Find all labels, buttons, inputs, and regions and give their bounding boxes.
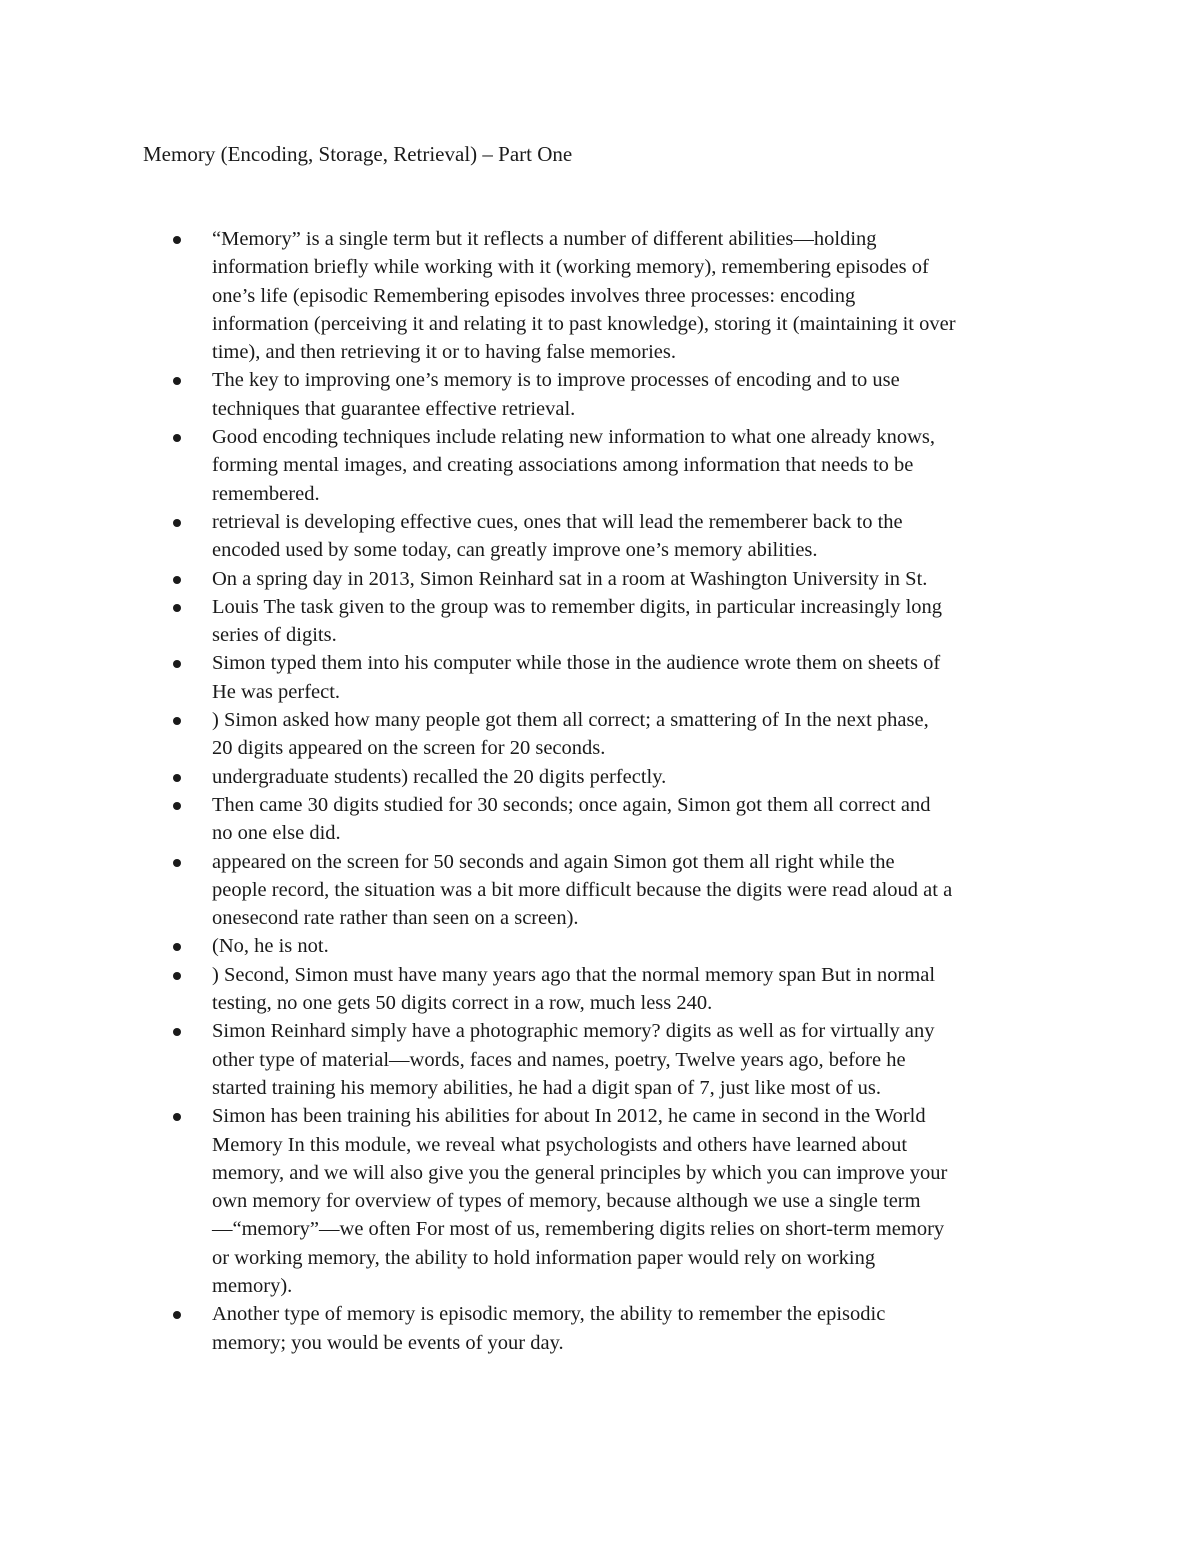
list-item: [170, 366, 1070, 423]
list-item-text-line: ) Second, Simon must have many years ago that the normal memory span But in normal: [212, 963, 936, 986]
list-item-text-line: Another type of memory is episodic memory, the ability to remember the episodic: [212, 1303, 886, 1326]
list-item-text-line: Then came 30 digits studied for 30 seconds; once again, Simon got them all correct and: [212, 793, 931, 816]
document-title: Memory (Encoding, Storage, Retrieval) – Part One: [143, 142, 573, 166]
list-item: [170, 1102, 1070, 1300]
list-item-text-line: started training his memory abilities, he had a digit span of 7, just like most of us.: [212, 1076, 881, 1099]
list-item-text-line: undergraduate students) recalled the 20 digits perfectly.: [212, 765, 667, 788]
list-item-text-line: He was perfect.: [212, 680, 341, 703]
list-item: [170, 848, 1070, 933]
bullet-dot-icon: [173, 377, 181, 385]
bullet-dot-icon: [173, 717, 181, 725]
list-item: [170, 961, 1070, 1018]
list-item-text-line: no one else did.: [212, 822, 341, 845]
bullet-list: [170, 225, 1070, 1357]
list-item: [170, 932, 1070, 960]
bullet-dot-icon: [173, 434, 181, 442]
bullet-dot-icon: [173, 1028, 181, 1036]
list-item-text-line: encoded used by some today, can greatly improve one’s memory abilities.: [212, 539, 818, 562]
list-item-text-line: one’s life (episodic Remembering episodes involves three processes: encoding: [212, 284, 856, 307]
list-item-text-line: time), and then retrieving it or to having false memories.: [212, 341, 676, 364]
list-item-text-line: series of digits.: [212, 624, 337, 647]
list-item-text-line: information (perceiving it and relating it to past knowledge), storing it (maintaining it over: [212, 312, 956, 335]
list-item: [170, 593, 1070, 650]
list-item-text-line: forming mental images, and creating associations among information that needs to be: [212, 454, 914, 477]
list-item-text-line: testing, no one gets 50 digits correct in a row, much less 240.: [212, 992, 713, 1015]
bullet-dot-icon: [173, 859, 181, 867]
list-item-text-line: Simon has been training his abilities for about In 2012, he came in second in the World: [212, 1105, 926, 1128]
bullet-dot-icon: [173, 576, 181, 584]
list-item-text-line: Louis The task given to the group was to remember digits, in particular increasingly long: [212, 595, 943, 618]
list-item: [170, 706, 1070, 763]
list-item-text-line: onesecond rate rather than seen on a screen).: [212, 907, 579, 930]
list-item: [170, 1300, 1070, 1357]
list-item-text-line: (No, he is not.: [212, 935, 329, 958]
list-item-text-line: Good encoding techniques include relating new information to what one already knows,: [212, 426, 935, 449]
list-item-text-line: remembered.: [212, 482, 320, 505]
bullet-dot-icon: [173, 660, 181, 668]
list-item-text-line: retrieval is developing effective cues, ones that will lead the rememberer back to the: [212, 510, 903, 533]
list-item-text-line: other type of material—words, faces and names, poetry, Twelve years ago, before he: [212, 1048, 906, 1071]
list-item-text-line: 20 digits appeared on the screen for 20 seconds.: [212, 737, 606, 760]
list-item-text-line: “Memory” is a single term but it reflects a number of different abilities—holding: [212, 228, 877, 250]
list-item-text-line: memory, and we will also give you the general principles by which you can improve your: [212, 1161, 948, 1184]
list-item-text-line: Simon Reinhard simply have a photographic memory? digits as well as for virtually any: [212, 1020, 935, 1043]
list-item-text-line: On a spring day in 2013, Simon Reinhard sat in a room at Washington University in St.: [212, 567, 928, 590]
list-item-text-line: ) Simon asked how many people got them all correct; a smattering of In the next phase,: [212, 709, 929, 732]
list-item-text-line: memory).: [212, 1274, 293, 1297]
list-item: [170, 423, 1070, 508]
list-item-text-line: appeared on the screen for 50 seconds and again Simon got them all right while the: [212, 850, 895, 873]
list-item-text-line: people record, the situation was a bit more difficult because the digits were read aloud at a: [212, 878, 953, 901]
list-item: [170, 791, 1070, 848]
list-item: [170, 508, 1070, 565]
list-item: [170, 763, 1070, 791]
bullet-dot-icon: [173, 1113, 181, 1121]
list-item: [170, 649, 1070, 706]
bullet-dot-icon: [173, 774, 181, 782]
list-item: [170, 1017, 1070, 1102]
list-item-text-line: own memory for overview of types of memory, because although we use a single term: [212, 1190, 921, 1213]
bullet-dot-icon: [173, 519, 181, 527]
list-item-text-line: Memory In this module, we reveal what psychologists and others have learned about: [212, 1133, 908, 1156]
list-item-text-line: —“memory”—we often For most of us, remembering digits relies on short-term memory: [212, 1218, 945, 1241]
list-item-text-line: memory; you would be events of your day.: [212, 1331, 564, 1354]
list-item-text-line: techniques that guarantee effective retrieval.: [212, 397, 576, 420]
list-item: [170, 225, 1070, 366]
bullet-dot-icon: [173, 943, 181, 951]
bullet-dot-icon: [173, 972, 181, 980]
bullet-dot-icon: [173, 1311, 181, 1319]
list-item: [170, 565, 1070, 593]
list-item-text-line: Simon typed them into his computer while those in the audience wrote them on sheets of: [212, 652, 941, 675]
bullet-dot-icon: [173, 604, 181, 612]
bullet-dot-icon: [173, 236, 181, 244]
list-item-text-line: or working memory, the ability to hold information paper would rely on working: [212, 1246, 876, 1269]
list-item-text-line: information briefly while working with it (working memory), remembering episodes of: [212, 256, 929, 279]
bullet-dot-icon: [173, 802, 181, 810]
list-item-text-line: The key to improving one’s memory is to improve processes of encoding and to use: [212, 369, 900, 392]
